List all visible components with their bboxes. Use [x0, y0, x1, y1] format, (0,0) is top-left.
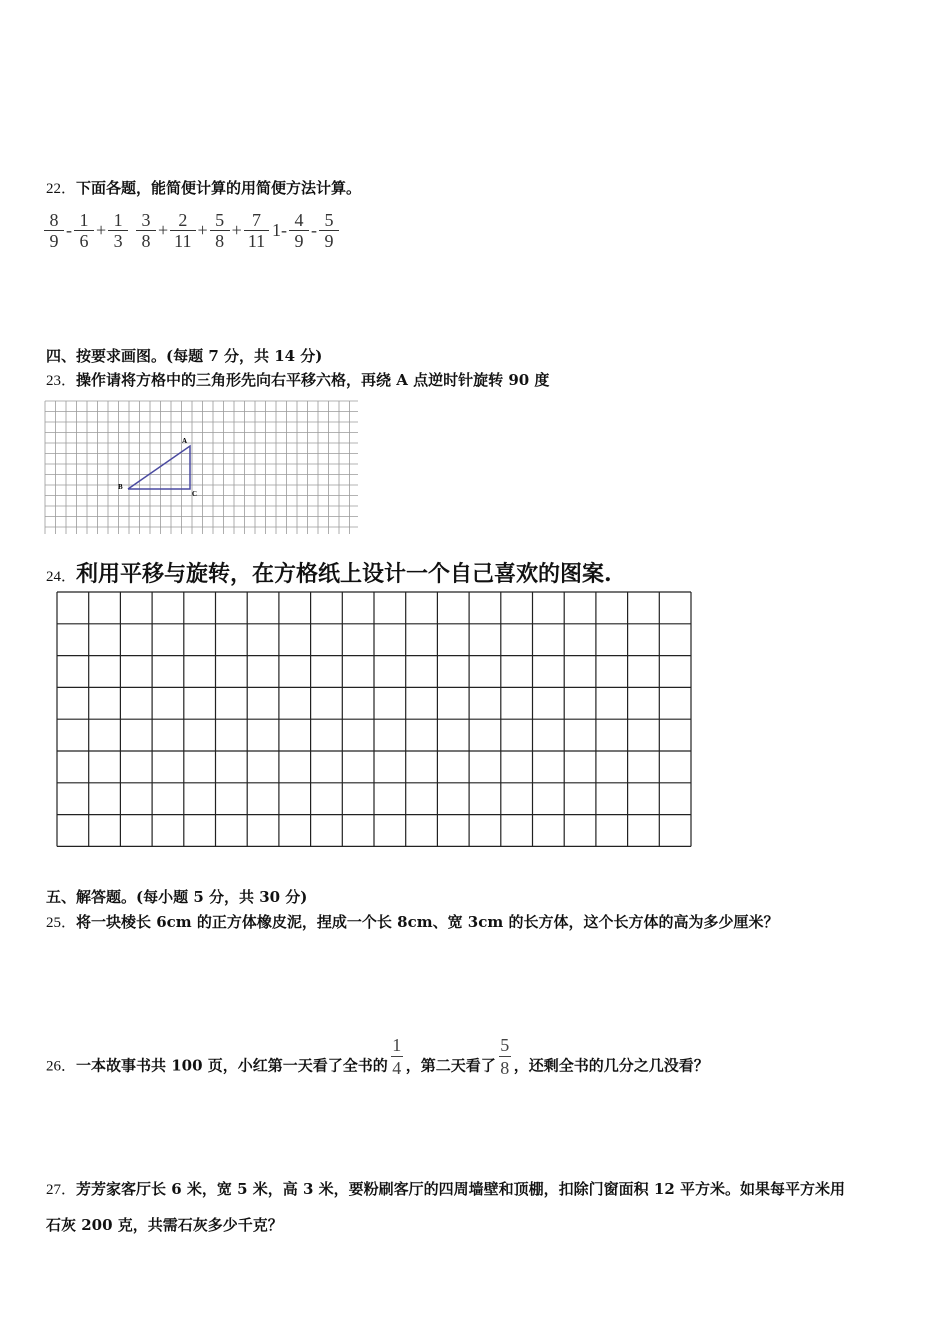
q24-design-grid[interactable] — [56, 591, 694, 849]
question-text: 一本故事书共 100 页，小红第一天看了全书的 — [76, 1056, 388, 1075]
question-text: 利用平移与旋转，在方格纸上设计一个自己喜欢的图案. — [76, 561, 612, 587]
question-number: 25． — [46, 915, 77, 931]
expression-2 — [136, 210, 269, 251]
question-23 — [46, 369, 549, 390]
vertex-label-c: C — [192, 490, 198, 498]
fraction-one-quarter: $\frac{1}{4}$ — [392, 1035, 402, 1078]
operator: + — [96, 220, 107, 240]
question-text-line-1: 芳芳家客厅长 6 米，宽 5 米，高 3 米，要粉刷客厅的四周墙壁和顶棚，扣除门窗面积 12 平方米。如果每平方米用 — [76, 1180, 845, 1198]
fraction: $\frac{3}{8}$ — [138, 210, 154, 251]
question-27-line-2: 石灰 200 克，共需石灰多少千克？ — [46, 1216, 283, 1234]
question-26 — [46, 1035, 709, 1089]
question-text: 将一块棱长 6cm 的正方体橡皮泥，捏成一个长 8cm、宽 3cm 的长方体，这个长方体的高为多少厘米？ — [76, 913, 779, 931]
question-25 — [46, 911, 778, 932]
question-24 — [46, 557, 612, 588]
fraction: $\frac{4}{9}$ — [291, 210, 307, 251]
fraction: $\frac{5}{9}$ — [321, 210, 337, 251]
expression-1 — [44, 210, 128, 251]
operator: + — [158, 220, 169, 240]
question-22 — [46, 177, 361, 198]
question-number: 23． — [46, 373, 77, 389]
question-27 — [46, 1178, 845, 1199]
operator: - — [66, 220, 72, 240]
q23-grid-figure — [44, 400, 360, 536]
fraction: $\frac{7}{11}$ — [246, 210, 267, 251]
grid-lines — [45, 401, 358, 534]
question-number: 22． — [46, 181, 77, 197]
question-number: 26． — [46, 1058, 77, 1075]
fraction: $\frac{2}{11}$ — [172, 210, 193, 251]
question-number: 24． — [46, 569, 77, 585]
fraction: $\frac{5}{8}$ — [212, 210, 228, 251]
section-4-title: 四、按要求画图。(每题 7 分，共 14 分) — [46, 347, 323, 365]
vertex-label-b: B — [118, 483, 123, 491]
question-text: 下面各题，能简便计算的用简便方法计算。 — [76, 179, 362, 197]
operator: + — [231, 220, 242, 240]
question-number: 27． — [46, 1182, 77, 1198]
question-text: 操作请将方格中的三角形先向右平移六格，再绕 A 点逆时针旋转 90 度 — [76, 371, 550, 389]
fraction: $\frac{1}{6}$ — [76, 210, 92, 251]
question-text: ，第二天看了 — [405, 1056, 496, 1075]
operator: - — [311, 220, 317, 240]
operator: 1- — [272, 220, 287, 240]
vertex-label-a: A — [182, 437, 188, 445]
grid-lines — [57, 592, 691, 846]
triangle-abc — [128, 446, 190, 489]
fraction: $\frac{8}{9}$ — [46, 210, 62, 251]
fraction-five-eighths: $\frac{5}{8}$ — [500, 1035, 510, 1078]
question-text: ，还剩全书的几分之几没看？ — [513, 1056, 709, 1075]
fraction: $\frac{1}{3}$ — [110, 210, 126, 251]
operator: + — [197, 220, 208, 240]
section-5-title: 五、解答题。(每小题 5 分，共 30 分) — [46, 888, 308, 906]
expression-3 — [270, 210, 339, 251]
